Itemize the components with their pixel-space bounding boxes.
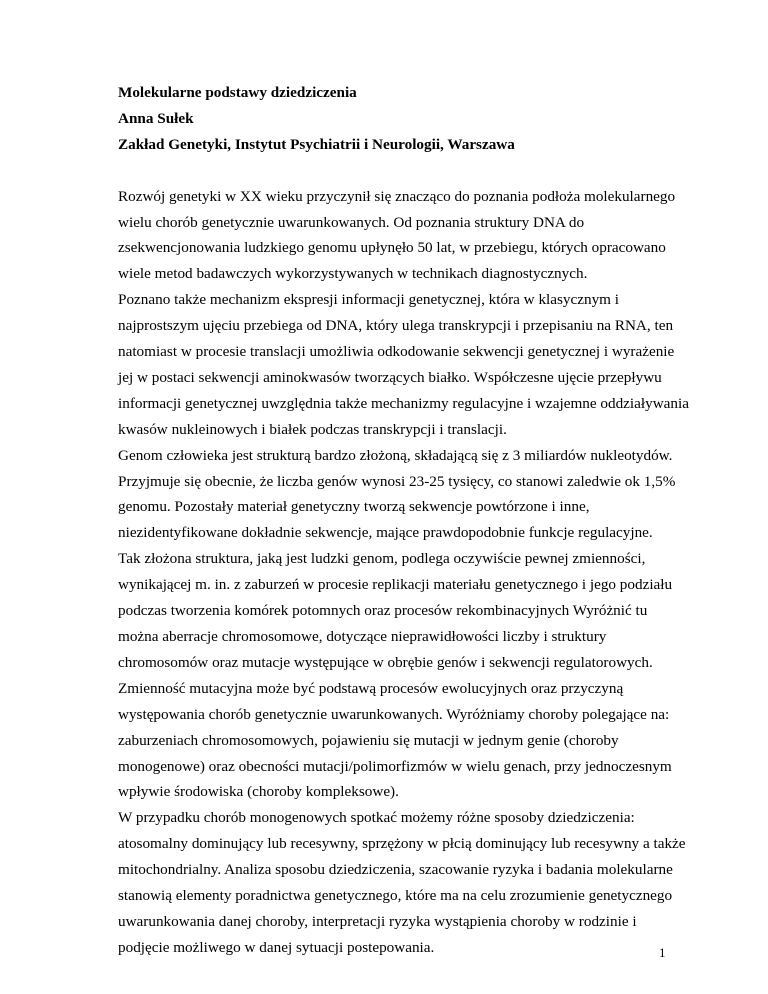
body-text-line: chromosomów oraz mutacje występujące w obrębie genów i sekwencji regulatorowych. (118, 653, 653, 671)
body-text-line: Poznano także mechanizm ekspresji informacji genetycznej, która w klasycznym i (118, 291, 620, 309)
document-content (118, 80, 689, 961)
body-text-line: kwasów nukleinowych i białek podczas transkrypcji i translacji. (118, 420, 507, 438)
body-text-line: informacji genetycznej uwzględnia także mechanizmy regulacyjne i wzajemne oddziaływania (118, 394, 689, 412)
body-text-line: wiele metod badawczych wykorzystywanych w technikach diagnostycznych. (118, 265, 588, 283)
body-text-line: natomiast w procesie translacji umożliwia odkodowanie sekwencji genetycznej i wyrażenie (118, 343, 675, 361)
body-text-line: podczas tworzenia komórek potomnych oraz procesów rekombinacyjnych Wyróżnić tu (118, 602, 648, 620)
body-text-line: Rozwój genetyki w XX wieku przyczynił się znacząco do poznania podłoża molekularnego (118, 187, 676, 205)
body-text-line: Przyjmuje się obecnie, że liczba genów wynosi 23-25 tysięcy, co stanowi zaledwie ok 1,5% (118, 472, 676, 490)
body-text-line: genomu. Pozostały materiał genetyczny tworzą sekwencje powtórzone i inne, (118, 498, 590, 516)
body-text-line: niezidentyfikowane dokładnie sekwencje, mające prawdopodobnie funkcje regulacyjne. (118, 524, 653, 542)
body-text-line: Genom człowieka jest strukturą bardzo złożoną, składającą się z 3 miliardów nukleotydów. (118, 446, 673, 464)
body-text-line: podjęcie możliwego w danej sytuacji postepowania. (118, 938, 435, 956)
body-text-line: najprostszym ujęciu przebiega od DNA, który ulega transkrypcji i przepisaniu na RNA, ten (118, 317, 674, 335)
body-text-line: można aberracje chromosomowe, dotyczące nieprawidłowości liczby i struktury (118, 628, 607, 646)
body-text-line: mitochondrialny. Analiza sposobu dziedziczenia, szacowanie ryzyka i badania molekularne (118, 861, 673, 879)
body-text (118, 184, 689, 961)
body-text-line: jej w postaci sekwencji aminokwasów tworzących białko. Współczesne ujęcie przepływu (118, 368, 662, 386)
document-affiliation: Zakład Genetyki, Instytut Psychiatrii i Neurologii, Warszawa (118, 135, 515, 153)
body-text-line: atosomalny dominujący lub recesywny, sprzężony w płcią dominujący lub recesywny a także (118, 835, 686, 853)
body-text-line: Zmienność mutacyjna może być podstawą procesów ewolucyjnych oraz przyczyną (118, 679, 624, 697)
heading-spacer (118, 158, 678, 184)
body-text-line: zsekwencjonowania ludzkiego genomu upłynęło 50 lat, w przebiegu, których opracowano (118, 239, 666, 257)
body-text-line: uwarunkowania danej choroby, interpretacji ryzyka wystąpienia choroby w rodzinie i (118, 912, 637, 930)
document-author: Anna Sułek (118, 109, 194, 127)
body-text-line: monogenowe) oraz obecności mutacji/polimorfizmów w wielu genach, przy jednoczesnym (118, 757, 672, 775)
body-text-line: występowania chorób genetycznie uwarunkowanych. Wyróżniamy choroby polegające na: (118, 705, 670, 723)
body-text-line: W przypadku chorób monogenowych spotkać możemy różne sposoby dziedziczenia: (118, 809, 635, 827)
body-text-line: zaburzeniach chromosomowych, pojawieniu się mutacji w jednym genie (choroby (118, 731, 619, 749)
body-text-line: wynikającej m. in. z zaburzeń w procesie replikacji materiału genetycznego i jego podziału (118, 576, 673, 594)
page-number: 1 (659, 945, 666, 960)
body-text-line: wpływie środowiska (choroby kompleksowe). (118, 783, 399, 801)
document-title: Molekularne podstawy dziedziczenia (118, 84, 357, 101)
body-text-line: wielu chorób genetycznie uwarunkowanych. Od poznania struktury DNA do (118, 213, 585, 231)
body-text-line: Tak złożona struktura, jaką jest ludzki genom, podlega oczywiście pewnej zmienności, (118, 550, 646, 568)
body-text-line: stanowią elementy poradnictwa genetycznego, które ma na celu zrozumienie genetycznego (118, 887, 673, 905)
